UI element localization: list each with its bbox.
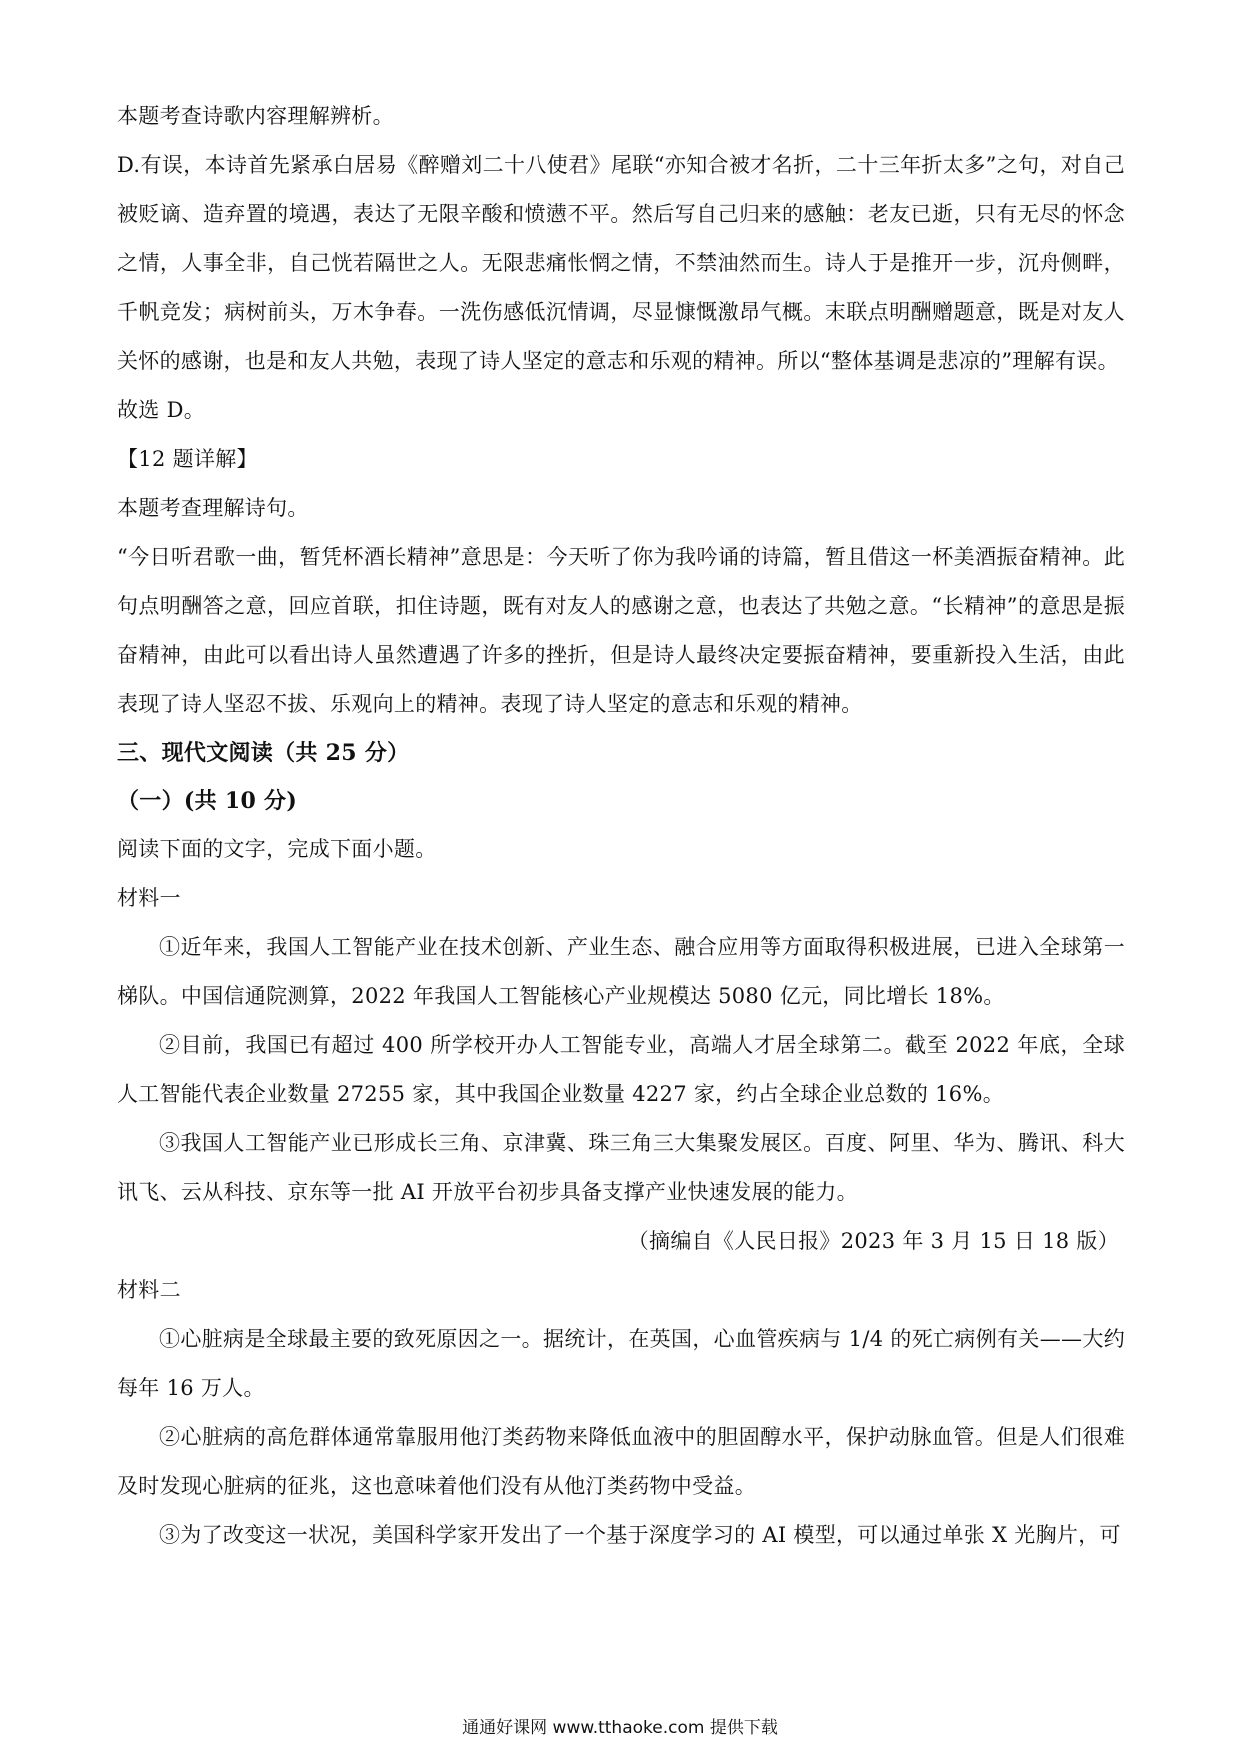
paragraph: “今日听君歌一曲，暂凭杯酒长精神”意思是：今天听了你为我吟诵的诗篇，暂且借这一杯美酒振奋精神。此句点明酬答之意，回应首联，扣住诗题，既有对友人的感谢之意，也表达了共勉之意。“长精神”的意思是振奋精神，由此可以看出诗人虽然遭遇了许多的挫折，但是诗人最终决定要振奋精神，要重新投入生活，由此表现了诗人坚忍不拔、乐观向上的精神。表现了诗人坚定的意志和乐观的精神。 [117,545,1125,716]
subsection-heading: （一）(共 10 分) [117,788,298,814]
instruction: 阅读下面的文字，完成下面小题。 [117,837,437,861]
section-label: 【12 题详解】 [117,447,258,471]
material-paragraph: ①心脏病是全球最主要的致死原因之一。据统计，在英国，心血管疾病与 1/4 的死亡病例有关——大约每年 16 万人。 [117,1327,1125,1400]
material-paragraph: ②目前，我国已有超过 400 所学校开办人工智能专业，高端人才居全球第二。截至 2022 年底，全球人工智能代表企业数量 27255 家，其中我国企业数量 4227 家，约占全球企业总数的 16%。 [117,1033,1125,1106]
paragraph: D.有误，本诗首先紧承白居易《醉赠刘二十八使君》尾联“亦知合被才名折，二十三年折太多”之句，对自己被贬谪、造弃置的境遇，表达了无限辛酸和愤懑不平。然后写自己归来的感触：老友已逝，只有无尽的怀念之情，人事全非，自己恍若隔世之人。无限悲痛怅惘之情，不禁油然而生。诗人于是推开一步，沉舟侧畔，千帆竞发；病树前头，万木争春。一洗伤感低沉情调，尽显慷慨激昂气概。末联点明酬赠题意，既是对友人关怀的感谢，也是和友人共勉，表现了诗人坚定的意志和乐观的精神。所以“整体基调是悲凉的”理解有误。 [117,153,1125,373]
page-footer: 通通好课网 www.tthaoke.com 提供下载 [462,1718,778,1738]
text-column [117,92,1125,1560]
paragraph: 故选 D。 [117,398,206,422]
material-paragraph: ①近年来，我国人工智能产业在技术创新、产业生态、融合应用等方面取得积极进展，已进入全球第一梯队。中国信通院测算，2022 年我国人工智能核心产业规模达 5080 亿元，同比增长 18%。 [117,935,1125,1008]
material-paragraph: ②心脏病的高危群体通常靠服用他汀类药物来降低血液中的胆固醇水平，保护动脉血管。但是人们很难及时发现心脏病的征兆，这也意味着他们没有从他汀类药物中受益。 [117,1425,1125,1498]
paragraph: 本题考查诗歌内容理解辨析。 [117,104,394,128]
paragraph: 本题考查理解诗句。 [117,496,309,520]
material-title: 材料二 [117,1278,181,1302]
material-paragraph: ③我国人工智能产业已形成长三角、京津冀、珠三角三大集聚发展区。百度、阿里、华为、腾讯、科大讯飞、云从科技、京东等一批 AI 开放平台初步具备支撑产业快速发展的能力。 [117,1131,1125,1204]
source-citation: （摘编自《人民日报》2023 年 3 月 15 日 18 版） [627,1229,1119,1253]
material-paragraph: ③为了改变这一状况，美国科学家开发出了一个基于深度学习的 AI 模型，可以通过单张 X 光胸片，可 [159,1523,1121,1547]
section-heading: 三、现代文阅读（共 25 分） [117,740,410,766]
material-title: 材料一 [117,886,181,910]
